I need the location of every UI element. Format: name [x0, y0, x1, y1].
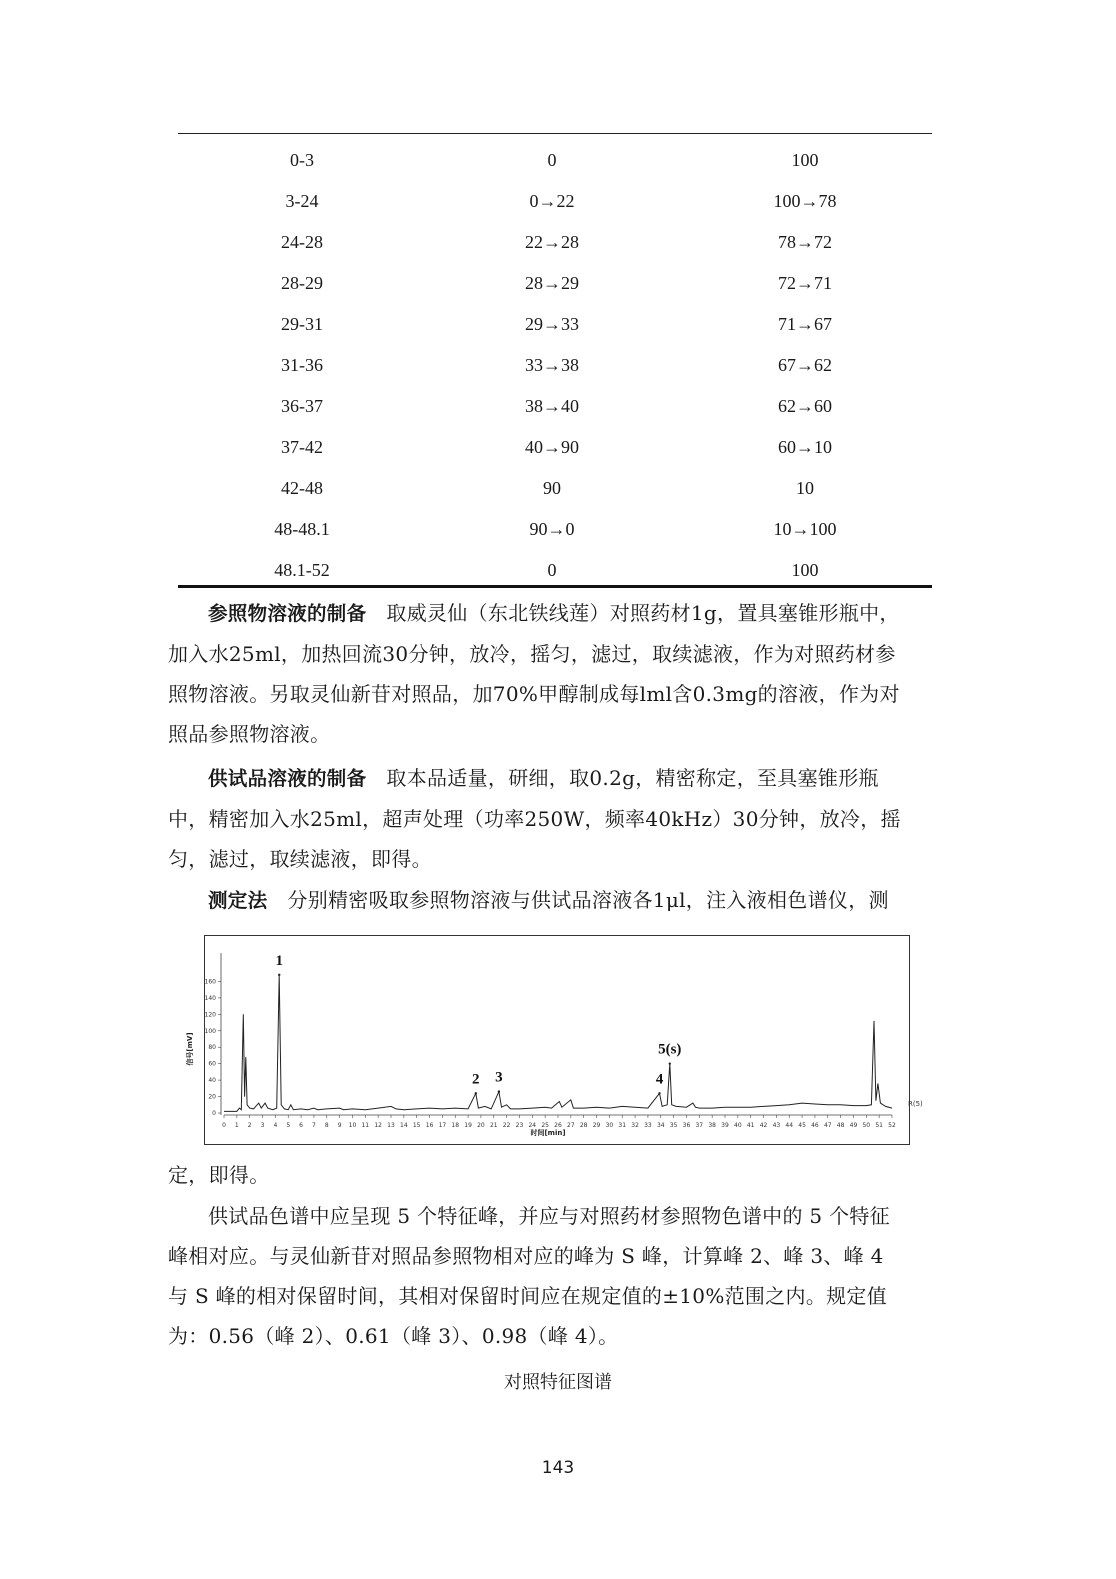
x-tick-label: 37	[695, 1122, 704, 1129]
x-tick-label: 33	[644, 1122, 652, 1129]
table-row	[178, 304, 932, 345]
table-cell: 28→29	[525, 273, 579, 293]
x-tick-label: 17	[438, 1122, 447, 1129]
peak-label: 3	[495, 1069, 503, 1086]
table-cell: 0	[547, 150, 557, 170]
chromatogram-trace	[224, 975, 892, 1112]
table-cell: 48-48.1	[274, 519, 330, 539]
figure-caption: 对照特征图谱	[504, 1372, 612, 1393]
x-tick-label: 35	[669, 1122, 678, 1129]
y-tick-label: 140	[204, 994, 216, 1002]
table-row	[178, 468, 932, 509]
table-cell: 29-31	[281, 314, 323, 334]
test-text-line-1: 取本品适量，研细，取0.2g，精密称定，至具塞锥形瓶	[386, 766, 879, 790]
table-cell: 0-3	[290, 150, 314, 170]
x-tick-label: 18	[451, 1122, 460, 1129]
x-tick-label: 52	[888, 1122, 896, 1129]
table-row	[178, 140, 932, 181]
x-tick-label: 25	[541, 1122, 549, 1129]
table-cell: 48.1-52	[274, 560, 330, 580]
x-tick-label: 41	[746, 1122, 755, 1129]
reference-text-line-1: 取威灵仙（东北铁线莲）对照药材1g，置具塞锥形瓶中，	[386, 601, 900, 625]
table-cell: 33→38	[525, 355, 579, 375]
x-tick-label: 9	[337, 1122, 342, 1129]
x-tick-label: 30	[605, 1122, 614, 1129]
x-tick-label: 50	[862, 1122, 871, 1129]
table-cell: 100	[791, 560, 819, 580]
x-tick-label: 28	[579, 1122, 588, 1129]
table-cell: 40→90	[525, 437, 579, 457]
x-tick-label: 7	[312, 1122, 316, 1129]
y-tick-label: 60	[208, 1060, 216, 1068]
reference-solution-paragraph	[168, 593, 948, 754]
test-solution-paragraph	[168, 758, 948, 879]
x-tick-label: 45	[798, 1122, 806, 1129]
test-text-line-3: 匀，滤过，取续滤液，即得。	[168, 847, 432, 871]
peak-label: 1	[275, 952, 283, 969]
method-text-line-1: 分别精密吸取参照物溶液与供试品溶液各1μl，注入液相色谱仪，测	[287, 888, 889, 912]
peak-label: 5(s)	[658, 1041, 682, 1058]
table-row	[178, 386, 932, 427]
y-tick-label: 20	[208, 1093, 216, 1101]
x-tick-label: 48	[836, 1122, 845, 1129]
x-tick-label: 42	[759, 1122, 768, 1129]
table-cell: 0→22	[529, 191, 575, 211]
table-row	[178, 263, 932, 304]
x-tick-label: 43	[772, 1122, 781, 1129]
y-tick-label: 100	[204, 1027, 216, 1035]
method-continuation	[168, 1155, 948, 1195]
table-row	[178, 181, 932, 222]
x-tick-label: 34	[656, 1122, 665, 1129]
x-tick-label: 20	[477, 1122, 485, 1129]
result-text-line-4: 为：0.56（峰 2）、0.61（峰 3）、0.98（峰 4）。	[168, 1324, 619, 1348]
test-text-line-2: 中，精密加入水25ml，超声处理（功率250W，频率40kHz）30分钟，放冷，摇	[168, 807, 901, 831]
y-axis-label: 信号[mV]	[186, 1032, 194, 1066]
table-cell: 36-37	[281, 396, 323, 416]
x-tick-label: 21	[489, 1122, 498, 1129]
peak-marker	[475, 1092, 477, 1094]
table-row	[178, 427, 932, 468]
table-row	[178, 345, 932, 386]
x-tick-label: 46	[811, 1122, 819, 1129]
x-tick-label: 3	[260, 1122, 265, 1129]
x-axis-label: 时间[min]	[530, 1129, 566, 1137]
x-tick-label: 32	[631, 1122, 639, 1129]
result-paragraph	[168, 1196, 948, 1356]
reference-text-line-3: 照物溶液。另取灵仙新苷对照品，加70%甲醇制成每lml含0.3mg的溶液，作为对	[168, 682, 900, 706]
trace-label: R(5)	[908, 1100, 923, 1109]
table-cell: 100→78	[773, 191, 837, 211]
table-cell: 10→100	[773, 519, 837, 539]
x-tick-label: 51	[875, 1122, 883, 1129]
table-cell: 71→67	[778, 314, 832, 334]
peak-marker	[278, 974, 280, 976]
y-tick-label: 120	[204, 1011, 216, 1019]
reference-text-line-4: 照品参照物溶液。	[168, 722, 331, 746]
x-tick-label: 19	[464, 1122, 472, 1129]
x-tick-label: 36	[682, 1122, 691, 1129]
table-cell: 90→0	[529, 519, 575, 539]
x-tick-label: 44	[785, 1122, 794, 1129]
x-tick-label: 31	[618, 1122, 627, 1129]
table-bottom-rule	[178, 585, 932, 588]
table-cell: 29→33	[525, 314, 579, 334]
x-tick-label: 29	[592, 1122, 601, 1129]
table-cell: 60→10	[778, 437, 832, 457]
table-cell: 28-29	[281, 273, 323, 293]
x-tick-label: 26	[554, 1122, 562, 1129]
x-tick-label: 11	[361, 1122, 370, 1129]
result-text-line-2: 峰相对应。与灵仙新苷对照品参照物相对应的峰为 S 峰，计算峰 2、峰 3、峰 4	[168, 1244, 884, 1268]
test-heading: 供试品溶液的制备	[208, 767, 367, 790]
table-cell: 67→62	[778, 355, 832, 375]
x-tick-label: 1	[234, 1122, 239, 1129]
table-row	[178, 509, 932, 550]
table-cell: 0	[547, 560, 557, 580]
result-text-line-1: 供试品色谱中应呈现 5 个特征峰，并应与对照药材参照物色谱中的 5 个特征	[208, 1204, 890, 1228]
x-tick-label: 6	[299, 1122, 303, 1129]
method-heading: 测定法	[208, 889, 268, 912]
table-cell: 90	[543, 478, 561, 498]
table-cell: 37-42	[281, 437, 323, 457]
x-tick-label: 0	[222, 1122, 226, 1129]
x-tick-label: 16	[425, 1122, 434, 1129]
table-cell: 78→72	[778, 232, 832, 252]
peak-marker	[658, 1092, 660, 1094]
x-tick-label: 27	[567, 1122, 575, 1129]
y-tick-label: 160	[204, 978, 216, 986]
peak-label: 4	[655, 1071, 664, 1088]
x-tick-label: 47	[823, 1122, 832, 1129]
y-tick-label: 80	[208, 1044, 216, 1052]
x-tick-label: 2	[247, 1122, 252, 1129]
chart-frame	[205, 936, 910, 1145]
x-tick-label: 14	[400, 1122, 408, 1129]
peak-label: 2	[472, 1071, 480, 1088]
table-top-rule	[178, 133, 932, 134]
x-tick-label: 38	[708, 1122, 716, 1129]
reference-text-line-2: 加入水25ml，加热回流30分钟，放冷，摇匀，滤过，取续滤液，作为对照药材参	[168, 642, 896, 666]
page-number: 143	[541, 1458, 575, 1478]
x-tick-label: 39	[721, 1122, 729, 1129]
peak-marker	[498, 1090, 500, 1092]
table-cell: 3-24	[285, 191, 319, 211]
y-tick-label: 0	[212, 1110, 216, 1117]
table-cell: 24-28	[281, 232, 323, 252]
x-tick-label: 12	[374, 1122, 382, 1129]
result-text-line-3: 与 S 峰的相对保留时间，其相对保留时间应在规定值的±10%范围之内。规定值	[168, 1284, 888, 1308]
chromatogram-chart	[186, 935, 923, 1145]
x-tick-label: 22	[502, 1122, 511, 1129]
x-tick-label: 23	[515, 1122, 524, 1129]
x-tick-label: 15	[412, 1122, 421, 1129]
x-tick-label: 10	[348, 1122, 357, 1129]
method-text-line-2: 定，即得。	[168, 1163, 270, 1187]
table-cell: 72→71	[778, 273, 832, 293]
gradient-table	[178, 140, 932, 591]
table-cell: 38→40	[525, 396, 579, 416]
table-cell: 22→28	[525, 232, 579, 252]
x-tick-label: 4	[273, 1122, 278, 1129]
y-tick-label: 40	[208, 1077, 216, 1085]
x-tick-label: 8	[324, 1122, 329, 1129]
table-row	[178, 222, 932, 263]
method-paragraph	[168, 880, 948, 921]
x-tick-label: 49	[849, 1122, 858, 1129]
reference-heading: 参照物溶液的制备	[208, 602, 367, 625]
table-cell: 62→60	[778, 396, 832, 416]
table-cell: 10	[796, 478, 814, 498]
x-tick-label: 24	[528, 1122, 537, 1129]
peak-marker	[669, 1062, 671, 1064]
table-cell: 31-36	[281, 355, 323, 375]
table-cell: 42-48	[281, 478, 323, 498]
x-tick-label: 40	[734, 1122, 742, 1129]
x-tick-label: 5	[286, 1122, 291, 1129]
x-tick-label: 13	[387, 1122, 395, 1129]
table-cell: 100	[791, 150, 819, 170]
